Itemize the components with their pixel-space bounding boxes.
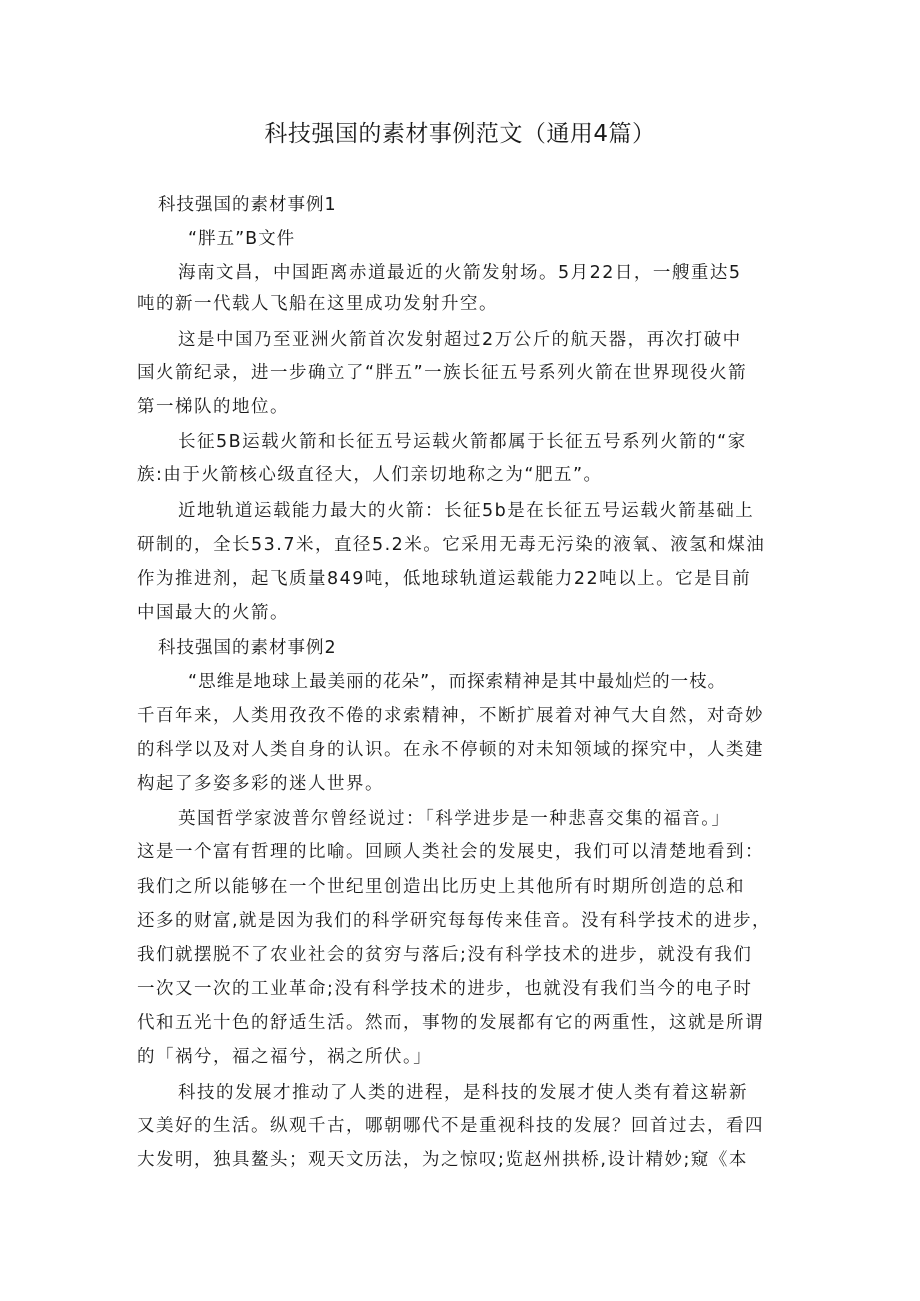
section2-line: 千百年来，人类用孜孜不倦的求索精神，不断扩展着对神气大自然，对奇妙	[137, 706, 764, 726]
section2-line: 科技的发展才推动了人类的进程，是科技的发展才使人类有着这崭新	[178, 1083, 748, 1103]
section1-line: 作为推进剂，起飞质量849吨，低地球轨道运载能力22吨以上。它是目前	[137, 569, 752, 589]
section1-line: 中国最大的火箭。	[137, 603, 289, 623]
section2-line: 我们之所以能够在一个世纪里创造出比历史上其他所有时期所创造的总和	[137, 877, 745, 897]
section2-line: 这是一个富有哲理的比喻。回顾人类社会的发展史，我们可以清楚地看到：	[137, 842, 764, 862]
section1-line: 研制的，全长53.7米，直径5.2米。它采用无毒无污染的液氧、液氢和煤油	[137, 535, 766, 555]
section1-line: 族:由于火箭核心级直径大，人们亲切地称之为“肥五”。	[137, 465, 603, 485]
section2-heading: 科技强国的素材事例2	[158, 638, 337, 658]
section2-line: 的「祸兮，福之福兮，祸之所伏。」	[137, 1047, 433, 1067]
section2-line: 大发明，独具鳌头；观天文历法，为之惊叹;览赵州拱桥,设计精妙;窥《本	[137, 1150, 748, 1170]
section2-line: 构起了多姿多彩的迷人世界。	[137, 774, 384, 794]
section1-line: 国火箭纪录，进一步确立了“胖五”一族长征五号系列火箭在世界现役火箭	[137, 363, 748, 383]
section1-subtitle: “胖五”B文件	[188, 229, 296, 249]
section1-line: 近地轨道运载能力最大的火箭：长征5b是在长征五号运载火箭基础上	[178, 501, 755, 521]
section2-line: 代和五光十色的舒适生活。然而，事物的发展都有它的两重性，这就是所谓	[137, 1013, 764, 1033]
section2-line: 我们就摆脱不了农业社会的贫穷与落后;没有科学技术的进步，就没有我们	[137, 945, 753, 965]
section1-line: 长征5B运载火箭和长征五号运载火箭都属于长征五号系列火箭的“家	[178, 432, 747, 452]
section2-line: 又美好的生活。纵观千古，哪朝哪代不是重视科技的发展？回首过去，看四	[137, 1116, 764, 1136]
section2-line: 英国哲学家波普尔曾经说过：「科学进步是一种悲喜交集的福音。」	[178, 809, 731, 829]
section2-line: 的科学以及对人类自身的认识。在永不停顿的对未知领域的探究中，人类建	[137, 740, 764, 760]
section1-heading: 科技强国的素材事例1	[158, 195, 337, 215]
section2-line: “思维是地球上最美丽的花朵”，而探索精神是其中最灿烂的一枝。	[188, 672, 727, 692]
section2-line: 一次又一次的工业革命;没有科学技术的进步，也就没有我们当今的电子时	[137, 979, 753, 999]
section2-line: 还多的财富,就是因为我们的科学研究每每传来佳音。没有科学技术的进步，	[137, 911, 772, 931]
section1-line: 吨的新一代载人飞船在这里成功发射升空。	[137, 294, 498, 314]
section1-line: 海南文昌，中国距离赤道最近的火箭发射场。5月22日，一艘重达5	[178, 263, 742, 283]
section1-line: 第一梯队的地位。	[137, 397, 289, 417]
section1-line: 这是中国乃至亚洲火箭首次发射超过2万公斤的航天器，再次打破中	[178, 330, 742, 350]
document-title: 科技强国的素材事例范文（通用4篇）	[264, 121, 656, 147]
